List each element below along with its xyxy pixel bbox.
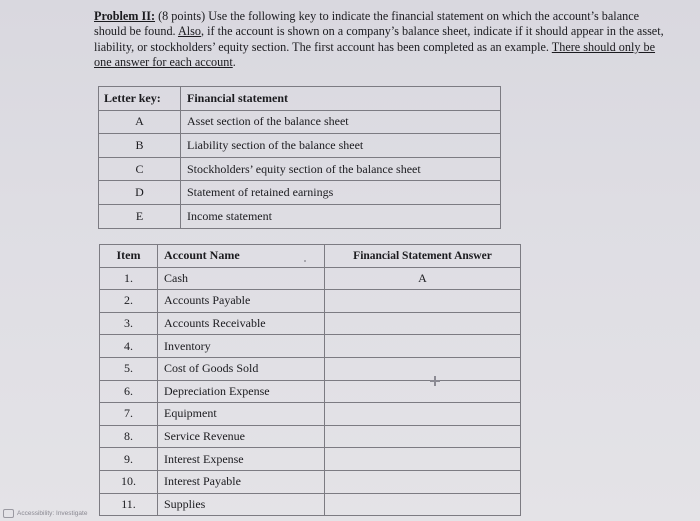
accessibility-icon	[3, 509, 14, 518]
answer-cell[interactable]	[325, 448, 521, 471]
answer-cell[interactable]	[325, 470, 521, 493]
account-row	[100, 267, 521, 290]
key-row	[99, 134, 501, 158]
key-letter: A	[99, 110, 181, 134]
account-row	[100, 448, 521, 471]
account-row	[100, 357, 521, 380]
answer-cell[interactable]	[325, 335, 521, 358]
account-name: Accounts Receivable	[158, 312, 325, 335]
key-statement: Stockholders’ equity section of the balance sheet	[181, 157, 501, 181]
account-row	[100, 493, 521, 516]
item-number: 7.	[100, 403, 158, 426]
account-table	[99, 244, 521, 516]
key-letter: D	[99, 181, 181, 205]
account-row	[100, 335, 521, 358]
problem-text-1: (8 points) Use the following key to indicate the financial statement on which the account’s balance should be found.	[94, 9, 640, 39]
key-row	[99, 157, 501, 181]
key-letter: E	[99, 204, 181, 228]
key-header-statement: Financial statement	[181, 87, 501, 111]
account-name: Cost of Goods Sold	[158, 357, 325, 380]
account-row	[100, 425, 521, 448]
item-number: 5.	[100, 357, 158, 380]
answer-cell[interactable]	[325, 312, 521, 335]
letter-key-table	[98, 86, 501, 229]
account-row	[100, 470, 521, 493]
key-statement: Income statement	[181, 204, 501, 228]
key-statement: Liability section of the balance sheet	[181, 134, 501, 158]
answer-cell[interactable]	[325, 290, 521, 313]
problem-instructions	[94, 9, 674, 71]
item-number: 4.	[100, 335, 158, 358]
account-name: Interest Expense	[158, 448, 325, 471]
problem-text-also: Also	[177, 24, 201, 39]
answer-cell[interactable]: A	[325, 267, 521, 290]
account-name: Interest Payable	[158, 470, 325, 493]
key-header-letter: Letter key:	[99, 87, 181, 111]
key-row	[99, 181, 501, 205]
account-row	[100, 380, 521, 403]
answer-cell[interactable]	[325, 403, 521, 426]
account-name: Equipment	[158, 403, 325, 426]
problem-text-one-answer: There should only be one answer for each account	[94, 39, 656, 70]
accessibility-status: Accessibility: Investigate	[17, 510, 88, 517]
answer-cell[interactable]	[325, 425, 521, 448]
item-number: 1.	[100, 267, 158, 290]
problem-text-2: , if the account is shown on a company’s balance sheet, indicate if it should appear in the asset, liability, or stockholders’ equity section. The first account has been completed as an example.	[94, 24, 664, 54]
key-row	[99, 204, 501, 228]
key-letter: B	[99, 134, 181, 158]
header-answer: Financial Statement Answer	[325, 245, 521, 268]
problem-text-end: .	[232, 55, 236, 70]
item-number: 9.	[100, 448, 158, 471]
move-cursor-icon	[430, 376, 440, 386]
account-name: Accounts Payable	[158, 290, 325, 313]
item-number: 10.	[100, 470, 158, 493]
answer-cell[interactable]	[325, 493, 521, 516]
key-statement: Asset section of the balance sheet	[181, 110, 501, 134]
account-name: Service Revenue	[158, 425, 325, 448]
item-number: 2.	[100, 290, 158, 313]
account-row	[100, 403, 521, 426]
answer-cell[interactable]	[325, 380, 521, 403]
account-name: Cash	[158, 267, 325, 290]
account-row	[100, 312, 521, 335]
key-row	[99, 110, 501, 134]
header-account-name: Account Name	[158, 245, 325, 268]
answer-cell[interactable]	[325, 357, 521, 380]
item-number: 11.	[100, 493, 158, 516]
account-row	[100, 290, 521, 313]
item-number: 8.	[100, 425, 158, 448]
key-letter: C	[99, 157, 181, 181]
item-number: 6.	[100, 380, 158, 403]
key-statement: Statement of retained earnings	[181, 181, 501, 205]
status-footer[interactable]	[3, 509, 87, 518]
account-name: Inventory	[158, 335, 325, 358]
account-name: Depreciation Expense	[158, 380, 325, 403]
problem-title: Problem II:	[94, 9, 156, 23]
account-header-row	[100, 245, 521, 268]
item-number: 3.	[100, 312, 158, 335]
key-header-row	[99, 87, 501, 111]
account-name: Supplies	[158, 493, 325, 516]
header-item: Item	[100, 245, 158, 268]
